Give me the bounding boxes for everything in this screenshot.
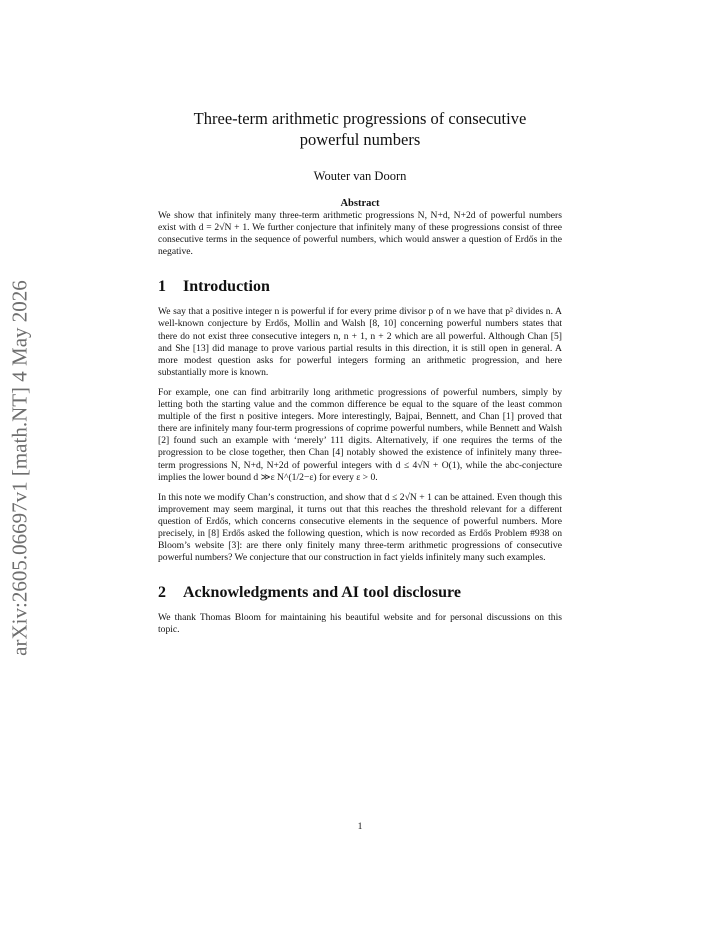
section-2-title: Acknowledgments and AI tool disclosure [183,584,461,602]
author-name: Wouter van Doorn [313,169,407,183]
section-2-number: 2 [158,584,166,602]
section-1-number: 1 [158,278,166,296]
abstract-heading: Abstract [340,198,380,209]
abstract-text: We show that infinitely many three-term arithmetic progressions N, N+d, N+2d of powerful numbers exist with d = 2√N + 1. We further conjecture that infinitely many of these progressions consist of three consecutive terms in the sequence of powerful numbers, which would answer a question of Erdős in the negative. [158,210,562,258]
arxiv-identifier: arXiv:2605.06697v1 [math.NT] 4 May 2026 [7,280,32,656]
acknowledgments-paragraph: We thank Thomas Bloom for maintaining his beautiful website and for personal discussions on this topic. [158,612,562,636]
section-2-heading [158,584,562,602]
section-1-title: Introduction [183,278,270,296]
intro-paragraph-3: In this note we modify Chan’s construction, and show that d ≤ 2√N + 1 can be attained. Even though this improvement may seem marginal, it turns out that this reaches the threshold relevant for a different question of Erdős, which concerns consecutive elements in the sequence of powerful numbers. More precisely, in [8] Erdős asked the following question, which is now recorded as Erdős Problem #938 on Bloom’s website [3]: are there only finitely many three-term arithmetic progressions of consecutive powerful numbers? We conjecture that our construction in fact yields infinitely many such examples. [158,491,562,564]
section-1-heading [158,278,562,296]
paper-page [158,108,562,636]
paper-title [158,108,562,150]
intro-paragraph-1: We say that a positive integer n is powerful if for every prime divisor p of n we have that p² divides n. A well-known conjecture by Erdős, Mollin and Walsh [8, 10] concerning powerful numbers states that there do not exist three consecutive integers n, n + 1, n + 2 which are all powerful. Although Chan [5] and She [13] did manage to prove various partial results in this direction, it is still open in general. A more modest question asks for powerful integers forming an arithmetic progression, and here substantially more is known. [158,306,562,378]
title-line-2: powerful numbers [299,130,421,149]
intro-paragraph-2: For example, one can find arbitrarily long arithmetic progressions of powerful numbers, simply by letting both the starting value and the common difference be equal to the square of the least common multiple of the first n positive integers. More interestingly, Bajpai, Bennett, and Chan [1] proved that there are infinitely many four-term progressions of coprime powerful numbers, while Bennett and Walsh [2] found such an example with ‘merely’ 111 digits. Alternatively, if one requires the terms of the progression to be close together, then Chan [4] notably showed the existence of infinitely many three-term progressions N, N+d, N+2d of powerful integers with d ≤ 4√N + O(1), while the abc-conjecture implies the lower bound d ≫ε N^(1/2−ε) for every ε > 0. [158,386,562,483]
page-number: 1 [357,821,363,832]
title-line-1: Three-term arithmetic progressions of consecutive [193,109,527,128]
